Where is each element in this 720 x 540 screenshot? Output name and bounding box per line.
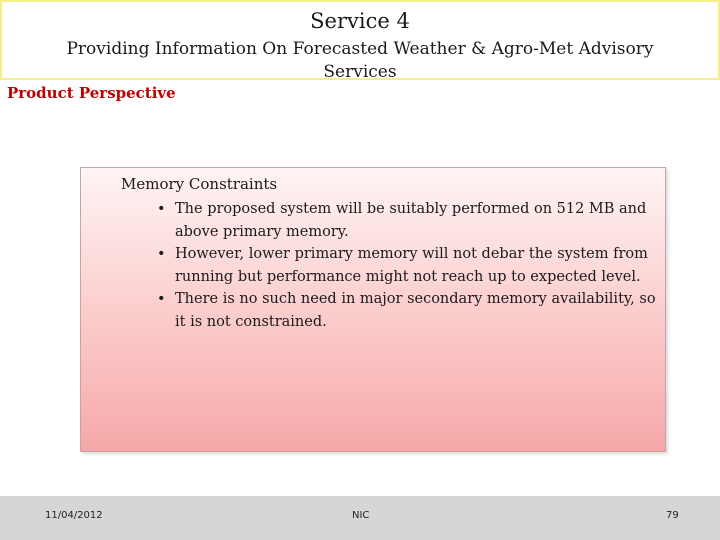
slide-title: Service 4 [310, 9, 410, 33]
bullet-icon: • [157, 246, 166, 262]
title-box [0, 0, 720, 80]
bullet-text: However, lower primary memory will not debar the system from running but performance might not reach up to expected level. [175, 246, 648, 285]
bullet-list [157, 198, 657, 333]
bullet-text: The proposed system will be suitably performed on 512 MB and above primary memory. [175, 201, 647, 240]
section-heading: Product Perspective [7, 84, 176, 102]
footer-page-number: 79 [666, 510, 679, 521]
footer-bar [0, 496, 720, 540]
content-box [80, 167, 666, 452]
content-heading: Memory Constraints [121, 175, 278, 193]
bullet-icon: • [157, 201, 166, 217]
bullet-text: There is no such need in major secondary memory availability, so it is not constrained. [175, 291, 656, 330]
bullet-icon: • [157, 291, 166, 307]
bullet-item [157, 198, 657, 243]
footer-date: 11/04/2012 [45, 510, 103, 521]
bullet-item [157, 288, 657, 333]
slide-subtitle: Providing Information On Forecasted Weather & Agro-Met Advisory Services [66, 39, 654, 82]
footer-org: NIC [352, 510, 370, 521]
bullet-item [157, 243, 657, 288]
